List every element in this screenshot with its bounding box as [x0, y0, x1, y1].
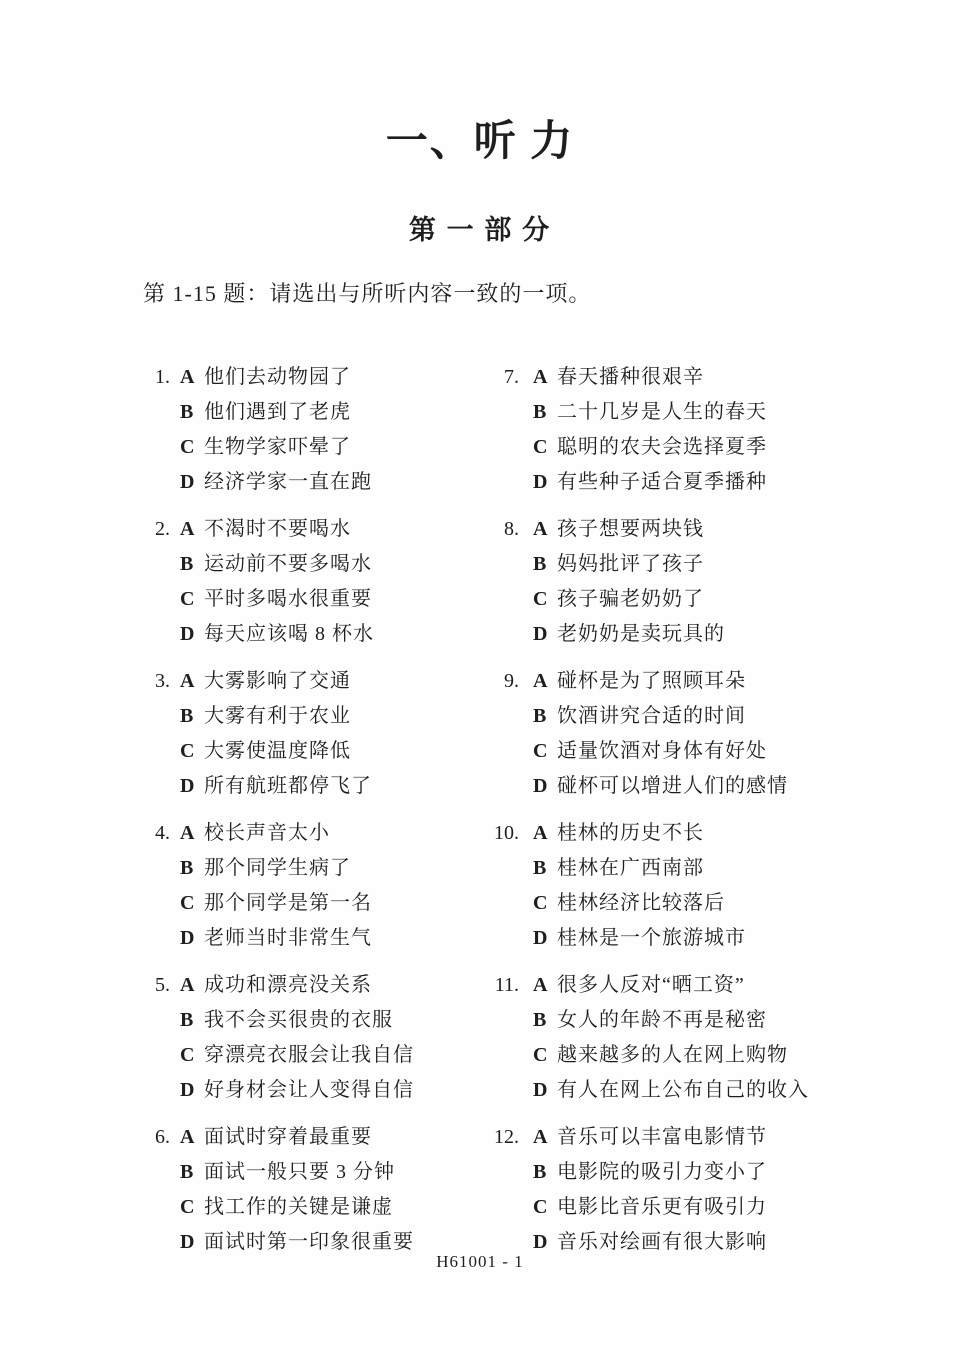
option-letter: D — [533, 623, 548, 645]
option-text: 适量饮酒对身体有好处 — [557, 740, 767, 762]
option-row — [180, 968, 489, 1003]
option-row — [533, 430, 840, 465]
option-letter: B — [533, 1009, 547, 1031]
option-row — [533, 816, 840, 851]
option-text: 有人在网上公布自己的收入 — [557, 1079, 809, 1101]
options-list — [533, 1120, 840, 1260]
option-letter: A — [180, 670, 195, 692]
option-text: 饮酒讲究合适的时间 — [557, 705, 746, 727]
option-text: 越来越多的人在网上购物 — [557, 1044, 788, 1066]
option-letter: B — [533, 1161, 547, 1183]
option-row — [180, 734, 489, 769]
options-list — [533, 816, 840, 956]
option-text: 桂林的历史不长 — [557, 822, 704, 844]
option-letter: D — [533, 927, 548, 949]
options-list — [180, 360, 489, 500]
option-row — [180, 921, 489, 956]
option-letter: C — [533, 1196, 548, 1218]
option-letter: D — [533, 1231, 548, 1253]
option-letter: B — [533, 401, 547, 423]
option-letter: C — [180, 588, 195, 610]
option-letter: A — [533, 974, 548, 996]
question-number: 9. — [504, 670, 519, 692]
option-letter: C — [533, 1044, 548, 1066]
option-row — [533, 582, 840, 617]
option-text: 所有航班都停飞了 — [204, 775, 372, 797]
option-text: 他们遇到了老虎 — [204, 401, 351, 423]
option-text: 妈妈批评了孩子 — [557, 553, 704, 575]
question-number: 1. — [155, 366, 170, 388]
option-letter: B — [180, 857, 194, 879]
option-text: 电影比音乐更有吸引力 — [557, 1196, 767, 1218]
options-list — [533, 360, 840, 500]
option-row — [533, 1190, 840, 1225]
option-text: 电影院的吸引力变小了 — [557, 1161, 767, 1183]
option-text: 面试一般只要 3 分钟 — [204, 1161, 395, 1183]
question-9 — [489, 664, 840, 804]
option-letter: B — [180, 705, 194, 727]
option-text: 我不会买很贵的衣服 — [204, 1009, 393, 1031]
question-1 — [150, 360, 489, 500]
option-text: 二十几岁是人生的春天 — [557, 401, 767, 423]
question-5 — [150, 968, 489, 1108]
options-list — [180, 512, 489, 652]
option-letter: A — [533, 670, 548, 692]
question-number: 8. — [504, 518, 519, 540]
option-text: 那个同学生病了 — [204, 857, 351, 879]
option-letter: B — [533, 705, 547, 727]
option-text: 很多人反对“晒工资” — [557, 974, 745, 996]
option-text: 那个同学是第一名 — [204, 892, 372, 914]
options-list — [180, 816, 489, 956]
question-2 — [150, 512, 489, 652]
section-title: 第 一 部 分 — [408, 215, 552, 245]
option-text: 生物学家吓晕了 — [204, 436, 351, 458]
questions-column-right — [489, 360, 840, 1272]
option-row — [533, 547, 840, 582]
question-12 — [489, 1120, 840, 1260]
option-row — [533, 1120, 840, 1155]
option-letter: B — [180, 401, 194, 423]
option-row — [533, 734, 840, 769]
option-row — [533, 968, 840, 1003]
option-text: 大雾有利于农业 — [204, 705, 351, 727]
option-row — [180, 1155, 489, 1190]
option-text: 成功和漂亮没关系 — [204, 974, 372, 996]
question-number: 3. — [155, 670, 170, 692]
option-text: 桂林经济比较落后 — [557, 892, 725, 914]
questions-column-left — [150, 360, 489, 1272]
option-letter: A — [533, 822, 548, 844]
question-10 — [489, 816, 840, 956]
option-text: 音乐可以丰富电影情节 — [557, 1126, 767, 1148]
option-letter: D — [180, 927, 195, 949]
option-letter: C — [533, 588, 548, 610]
option-text: 大雾影响了交通 — [204, 670, 351, 692]
options-list — [180, 968, 489, 1108]
option-text: 女人的年龄不再是秘密 — [557, 1009, 767, 1031]
option-row — [533, 1038, 840, 1073]
option-letter: C — [180, 1044, 195, 1066]
options-list — [533, 968, 840, 1108]
question-8 — [489, 512, 840, 652]
option-letter: C — [180, 740, 195, 762]
option-letter: D — [533, 775, 548, 797]
option-letter: A — [533, 518, 548, 540]
instruction-text: 第 1-15 题：请选出与所听内容一致的一项。 — [143, 281, 592, 306]
option-letter: C — [180, 892, 195, 914]
question-number: 2. — [155, 518, 170, 540]
option-row — [533, 617, 840, 652]
option-row — [180, 816, 489, 851]
option-text: 桂林是一个旅游城市 — [557, 927, 746, 949]
option-text: 老师当时非常生气 — [204, 927, 372, 949]
option-row — [180, 1038, 489, 1073]
option-letter: A — [180, 1126, 195, 1148]
option-text: 大雾使温度降低 — [204, 740, 351, 762]
option-letter: B — [533, 857, 547, 879]
option-letter: B — [180, 553, 194, 575]
option-letter: D — [180, 623, 195, 645]
option-row — [533, 395, 840, 430]
option-row — [180, 1120, 489, 1155]
option-row — [180, 360, 489, 395]
option-letter: A — [533, 366, 548, 388]
options-list — [533, 512, 840, 652]
option-letter: C — [533, 436, 548, 458]
option-letter: C — [180, 436, 195, 458]
option-letter: A — [180, 974, 195, 996]
option-row — [180, 886, 489, 921]
option-text: 面试时第一印象很重要 — [204, 1231, 414, 1253]
option-letter: C — [533, 892, 548, 914]
option-letter: D — [180, 775, 195, 797]
option-text: 不渴时不要喝水 — [204, 518, 351, 540]
option-row — [180, 851, 489, 886]
option-text: 聪明的农夫会选择夏季 — [557, 436, 767, 458]
option-text: 找工作的关键是谦虚 — [204, 1196, 393, 1218]
option-letter: D — [180, 471, 195, 493]
option-text: 春天播种很艰辛 — [557, 366, 704, 388]
option-row — [180, 699, 489, 734]
option-letter: D — [180, 1231, 195, 1253]
option-letter: D — [533, 1079, 548, 1101]
option-text: 面试时穿着最重要 — [204, 1126, 372, 1148]
page-title: 一、听 力 — [385, 119, 575, 165]
option-letter: A — [180, 822, 195, 844]
option-letter: B — [180, 1161, 194, 1183]
question-number: 6. — [155, 1126, 170, 1148]
option-text: 孩子骗老奶奶了 — [557, 588, 704, 610]
questions-grid — [150, 360, 840, 1272]
option-row — [180, 395, 489, 430]
question-3 — [150, 664, 489, 804]
option-letter: D — [533, 471, 548, 493]
option-row — [180, 1190, 489, 1225]
question-7 — [489, 360, 840, 500]
option-letter: D — [180, 1079, 195, 1101]
option-letter: B — [533, 553, 547, 575]
option-row — [180, 1003, 489, 1038]
option-row — [180, 582, 489, 617]
option-text: 碰杯可以增进人们的感情 — [557, 775, 788, 797]
question-4 — [150, 816, 489, 956]
option-row — [533, 1073, 840, 1108]
option-row — [180, 547, 489, 582]
option-letter: C — [180, 1196, 195, 1218]
option-row — [533, 699, 840, 734]
option-row — [533, 360, 840, 395]
option-text: 经济学家一直在跑 — [204, 471, 372, 493]
question-number: 5. — [155, 974, 170, 996]
option-text: 音乐对绘画有很大影响 — [557, 1231, 767, 1253]
option-letter: A — [180, 366, 195, 388]
option-letter: A — [180, 518, 195, 540]
option-row — [533, 664, 840, 699]
option-row — [180, 512, 489, 547]
option-row — [533, 465, 840, 500]
option-row — [533, 512, 840, 547]
options-list — [180, 1120, 489, 1260]
options-list — [180, 664, 489, 804]
options-list — [533, 664, 840, 804]
question-number: 4. — [155, 822, 170, 844]
option-letter: C — [533, 740, 548, 762]
option-text: 穿漂亮衣服会让我自信 — [204, 1044, 414, 1066]
question-6 — [150, 1120, 489, 1260]
question-11 — [489, 968, 840, 1108]
option-row — [180, 664, 489, 699]
page-footer: H61001 - 1 — [436, 1252, 524, 1271]
option-text: 每天应该喝 8 杯水 — [204, 623, 374, 645]
option-row — [180, 430, 489, 465]
option-row — [533, 1003, 840, 1038]
option-text: 平时多喝水很重要 — [204, 588, 372, 610]
option-row — [533, 851, 840, 886]
option-row — [533, 921, 840, 956]
question-number: 11. — [494, 974, 519, 996]
option-row — [180, 617, 489, 652]
option-letter: A — [533, 1126, 548, 1148]
option-text: 老奶奶是卖玩具的 — [557, 623, 725, 645]
question-number: 10. — [494, 822, 519, 844]
option-row — [533, 1155, 840, 1190]
question-number: 12. — [494, 1126, 519, 1148]
option-text: 碰杯是为了照顾耳朵 — [557, 670, 746, 692]
question-number: 7. — [504, 366, 519, 388]
option-row — [180, 769, 489, 804]
option-text: 他们去动物园了 — [204, 366, 351, 388]
option-row — [533, 886, 840, 921]
option-row — [180, 465, 489, 500]
option-letter: B — [180, 1009, 194, 1031]
option-text: 孩子想要两块钱 — [557, 518, 704, 540]
option-text: 运动前不要多喝水 — [204, 553, 372, 575]
option-text: 校长声音太小 — [204, 822, 330, 844]
option-row — [533, 769, 840, 804]
option-row — [180, 1073, 489, 1108]
option-text: 好身材会让人变得自信 — [204, 1079, 414, 1101]
option-text: 桂林在广西南部 — [557, 857, 704, 879]
option-text: 有些种子适合夏季播种 — [557, 471, 767, 493]
